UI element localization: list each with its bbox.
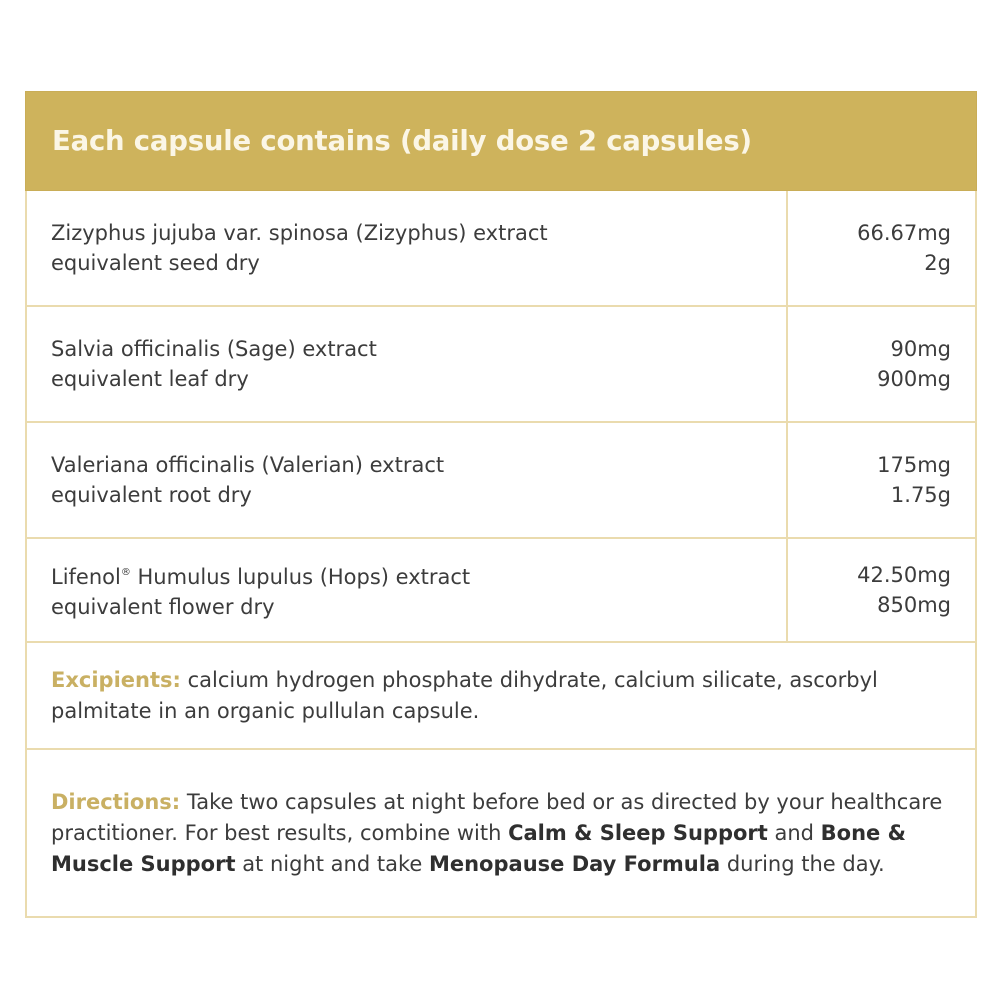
ingredients-table [25,191,977,918]
ingredient-amount: 90mg [890,337,951,361]
directions-text: Take two capsules at night before bed or as directed by your healthcare practitioner. For best results, combine with [51,789,943,845]
ingredient-equivalent-amount: 2g [924,251,951,275]
product-calm-sleep: Calm & Sleep Support [508,820,768,845]
registered-mark: ® [120,567,131,578]
supplement-facts-panel [25,91,977,918]
product-menopause-day: Menopause Day Formula [428,851,721,876]
ingredient-name-cell [27,539,788,641]
ingredient-equivalent-amount: 900mg [877,367,951,391]
ingredient-name-cell [27,307,788,421]
ingredient-row [27,307,975,423]
ingredient-equivalent-amount: 1.75g [890,483,951,507]
excipients-label: Excipients: [51,667,181,692]
table-header [25,91,977,191]
ingredient-equivalent: equivalent flower dry [51,595,275,619]
header-title: Each capsule contains (daily dose 2 capsules) [52,125,752,157]
ingredient-name: Valeriana officinalis (Valerian) extract [51,453,445,477]
directions-note [27,750,975,916]
ingredient-equivalent-amount: 850mg [877,593,951,617]
ingredient-name-rest: Humulus lupulus (Hops) extract [130,565,471,589]
ingredient-amount-cell [788,307,975,421]
ingredient-amount-cell [788,539,975,641]
directions-row [27,750,975,918]
ingredient-name: Salvia officinalis (Sage) extract [51,337,377,361]
directions-label: Directions: [51,789,181,814]
ingredient-equivalent: equivalent seed dry [51,251,260,275]
directions-text: at night and take [235,851,429,876]
excipients-text: calcium hydrogen phosphate dihydrate, calcium silicate, ascorbyl palmitate in an organic pullulan capsule. [51,667,878,723]
ingredient-equivalent: equivalent leaf dry [51,367,249,391]
brand-name: Lifenol [51,565,121,589]
ingredient-row [27,191,975,307]
ingredient-amount: 66.67mg [857,221,951,245]
ingredient-amount: 42.50mg [857,563,951,587]
ingredient-name-cell [27,191,788,305]
ingredient-name-cell [27,423,788,537]
ingredient-row [27,539,975,643]
excipients-note [27,643,975,748]
excipients-row [27,643,975,750]
ingredient-equivalent: equivalent root dry [51,483,252,507]
ingredient-amount-cell [788,191,975,305]
ingredient-name: Zizyphus jujuba var. spinosa (Zizyphus) extract [51,221,548,245]
ingredient-amount: 175mg [877,453,951,477]
ingredient-row [27,423,975,539]
product-bone-muscle: Bone & Muscle Support [51,820,906,876]
directions-text: and [767,820,821,845]
ingredient-name [51,558,786,592]
directions-text: during the day. [720,851,885,876]
ingredient-amount-cell [788,423,975,537]
